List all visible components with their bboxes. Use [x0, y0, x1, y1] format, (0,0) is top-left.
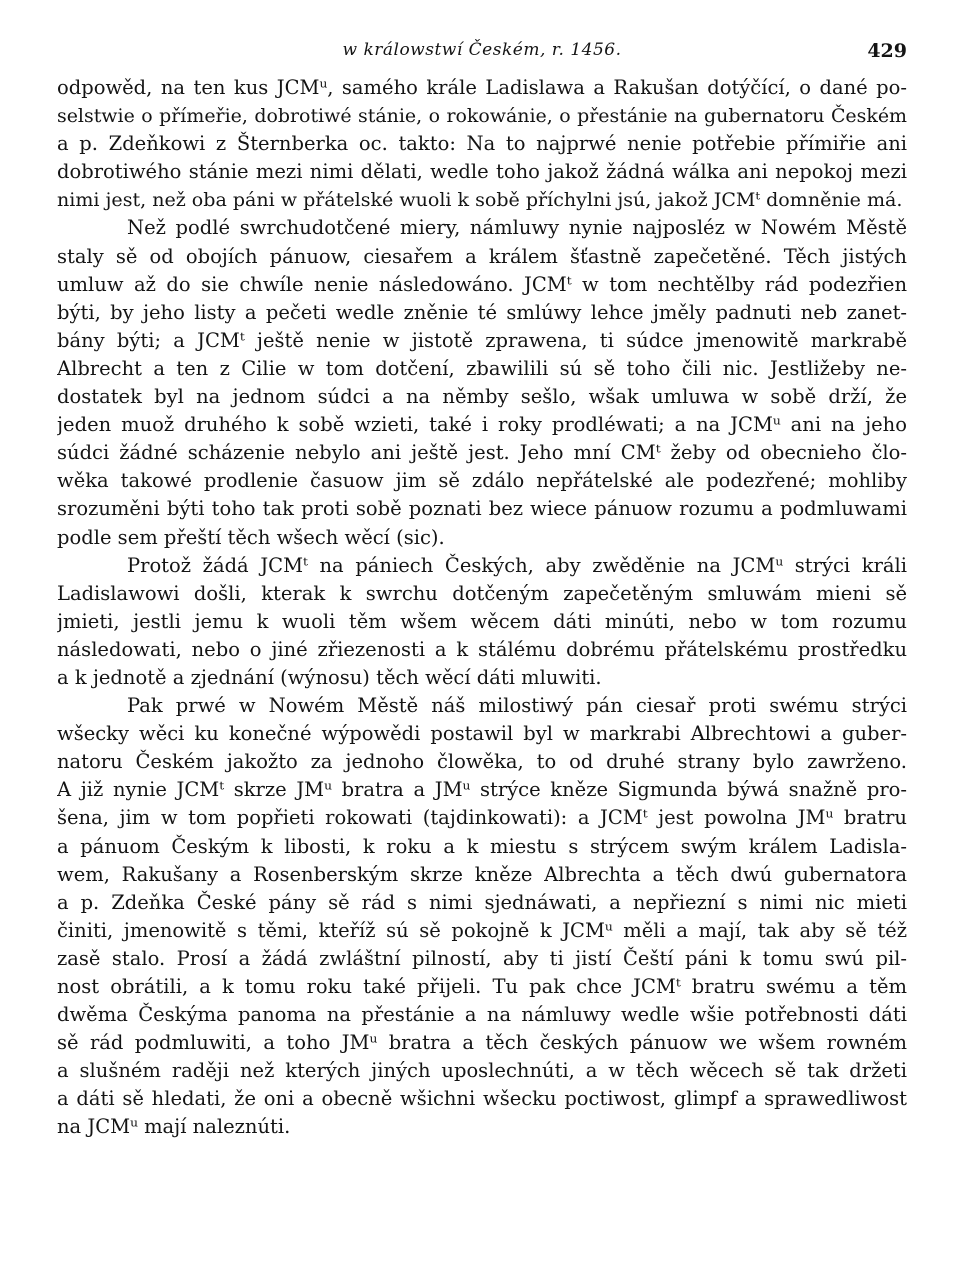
text-line: Pak prwé w Nowém Městě náš milostiwý pán ciesař proti swému strýci — [127, 694, 907, 718]
text-line: sě rád podmluwiti, a toho JMᵘ bratra a těch českých pánuow we wšem rowném — [57, 1031, 907, 1055]
text-line: jeden muož druhého k sobě wzieti, také i roky prodléwati; a na JCMᵘ ani na jeho — [57, 413, 907, 437]
text-line: Protož žádá JCMᵗ na pániech Českých, aby zwěděnie na JCMᵘ strýci králi — [127, 553, 907, 577]
text-line: wěka takowé prodlenie časuow jim sě zdálo nepřátelské ale podezřené; mohliby — [57, 469, 907, 493]
text-line: býti, by jeho listy a pečeti wedle zněnie té smlúwy lehce jměly padnuti neb zanet- — [57, 300, 907, 324]
text-line: šena, jim w tom popřieti rokowati (tajdinkowati): a JCMᵗ jest powolna JMᵘ bratru — [57, 806, 907, 830]
text-line: a slušném raději než kterých jiných uposlechnúti, a w těch wěcech sě tak držeti — [57, 1059, 907, 1083]
text-line: súdci žádné scházenie nebylo ani ještě jest. Jeho mní CMᵗ žeby od obecnieho člo- — [57, 441, 907, 465]
text-line: zasě stalo. Prosí a žádá zwláštní pilností, aby ti jistí Čeští páni k tomu swú pil- — [57, 946, 907, 970]
text-line: podle sem přeští těch wšech wěcí (sic). — [57, 525, 445, 549]
text-line: činiti, jmenowitě s těmi, kteříž sú sě pokojně k JCMᵘ měli a mají, tak aby sě též — [57, 918, 907, 942]
paragraph — [57, 214, 907, 551]
page-number: 429 — [867, 40, 907, 62]
book-page — [57, 40, 907, 1240]
text-line: a dáti sě hledati, že oni a obecně wšichni wšecku poctiwost, glimpf a sprawedliwost — [57, 1087, 907, 1111]
paragraph — [57, 692, 907, 1142]
text-line: dostatek byl na jednom súdci a na němby sešlo, wšak umluwa w sobě drží, že — [57, 385, 907, 409]
paragraph — [57, 74, 907, 214]
text-line: odpowěd, na ten kus JCMᵘ, samého krále Ladislawa a Rakušan dotýčící, o dané po- — [57, 76, 907, 99]
text-line: a p. Zdeňka České pány sě rád s nimi sjednáwati, a nepřiezní s nimi nic mieti — [57, 890, 907, 914]
text-line: natoru Českém jakožto za jednoho člowěka, to od druhé strany bylo zawrženo. — [57, 750, 907, 774]
text-line: umluw až do sie chwíle nenie následowáno. JCMᵗ w tom nechtělby rád podezřien — [57, 272, 907, 296]
text-line: srozuměni býti toho tak proti sobě poznati bez wiece pánuow rozumu a podmluwami — [57, 497, 907, 521]
text-line: nost obrátili, a k tomu roku také přijeli. Tu pak chce JCMᵗ bratru swému a těm — [57, 975, 907, 998]
running-title: w králowstwí Českém, r. 1456. — [342, 40, 622, 60]
text-line: a k jednotě a zjednání (wýnosu) těch wěcí dáti mluwiti. — [57, 665, 602, 689]
text-line: Než podlé swrchudotčené miery, námluwy nynie najposléz w Nowém Městě — [127, 216, 907, 240]
text-line: jmieti, jestli jemu k wuoli těm wšem wěcem dáti minúti, nebo w tom rozumu — [57, 609, 907, 633]
text-line: následowati, nebo o jiné zřiezenosti a k stálému dobrému přátelskému prostředku — [57, 637, 907, 661]
text-line: A již nynie JCMᵗ skrze JMᵘ bratra a JMᵘ strýce kněze Sigmunda býwá snažně pro- — [57, 778, 907, 802]
text-line: Ladislawowi došli, kterak k swrchu dotčeným zapečetěným smluwám mieni sě — [57, 581, 907, 605]
text-line: dobrotiwého stánie mezi nimi dělati, wedle toho jakož žádná wálka ani nepokoj mezi — [57, 160, 907, 184]
text-line: wem, Rakušany a Rosenberským skrze kněze Albrechta a těch dwú gubernatora — [57, 862, 907, 886]
text-line: bány býti; a JCMᵗ ještě nenie w jistotě zprawena, ti súdce jmenowitě markrabě — [57, 328, 907, 352]
paragraph — [57, 552, 907, 692]
text-line: Albrecht a ten z Cilie w tom dotčení, zbawilili sú sě toho čili nic. Jestližeby ne- — [57, 356, 907, 380]
text-line: staly sě od obojích pánuow, ciesařem a králem šťastně zapečetěné. Těch jistých — [57, 244, 907, 268]
text-line: nimi jest, než oba páni w přátelské wuoli k sobě příchylni jsú, jakož JCMᵗ domněnie má. — [57, 189, 903, 212]
text-line: selstwie o přímeřie, dobrotiwé stánie, o rokowánie, o přestánie na gubernatoru Českém — [57, 105, 907, 128]
text-line: a pánuom Českým k libosti, k roku a k miestu s strýcem swým králem Ladisla- — [57, 834, 907, 858]
text-line: na JCMᵘ mají naleznúti. — [57, 1115, 291, 1139]
text-line: dwěma Českýma panoma na přestánie a na námluwy wedle wšie potřebnosti dáti — [57, 1003, 907, 1027]
body-text — [57, 74, 907, 1142]
text-line: wšecky wěci ku konečné wýpowědi postawil byl w markrabi Albrechtowi a guber- — [57, 722, 907, 746]
text-line: a p. Zdeňkowi z Šternberka oc. takto: Na to najprwé nenie potřebie přímiřie ani — [57, 132, 907, 156]
running-head — [57, 40, 907, 74]
